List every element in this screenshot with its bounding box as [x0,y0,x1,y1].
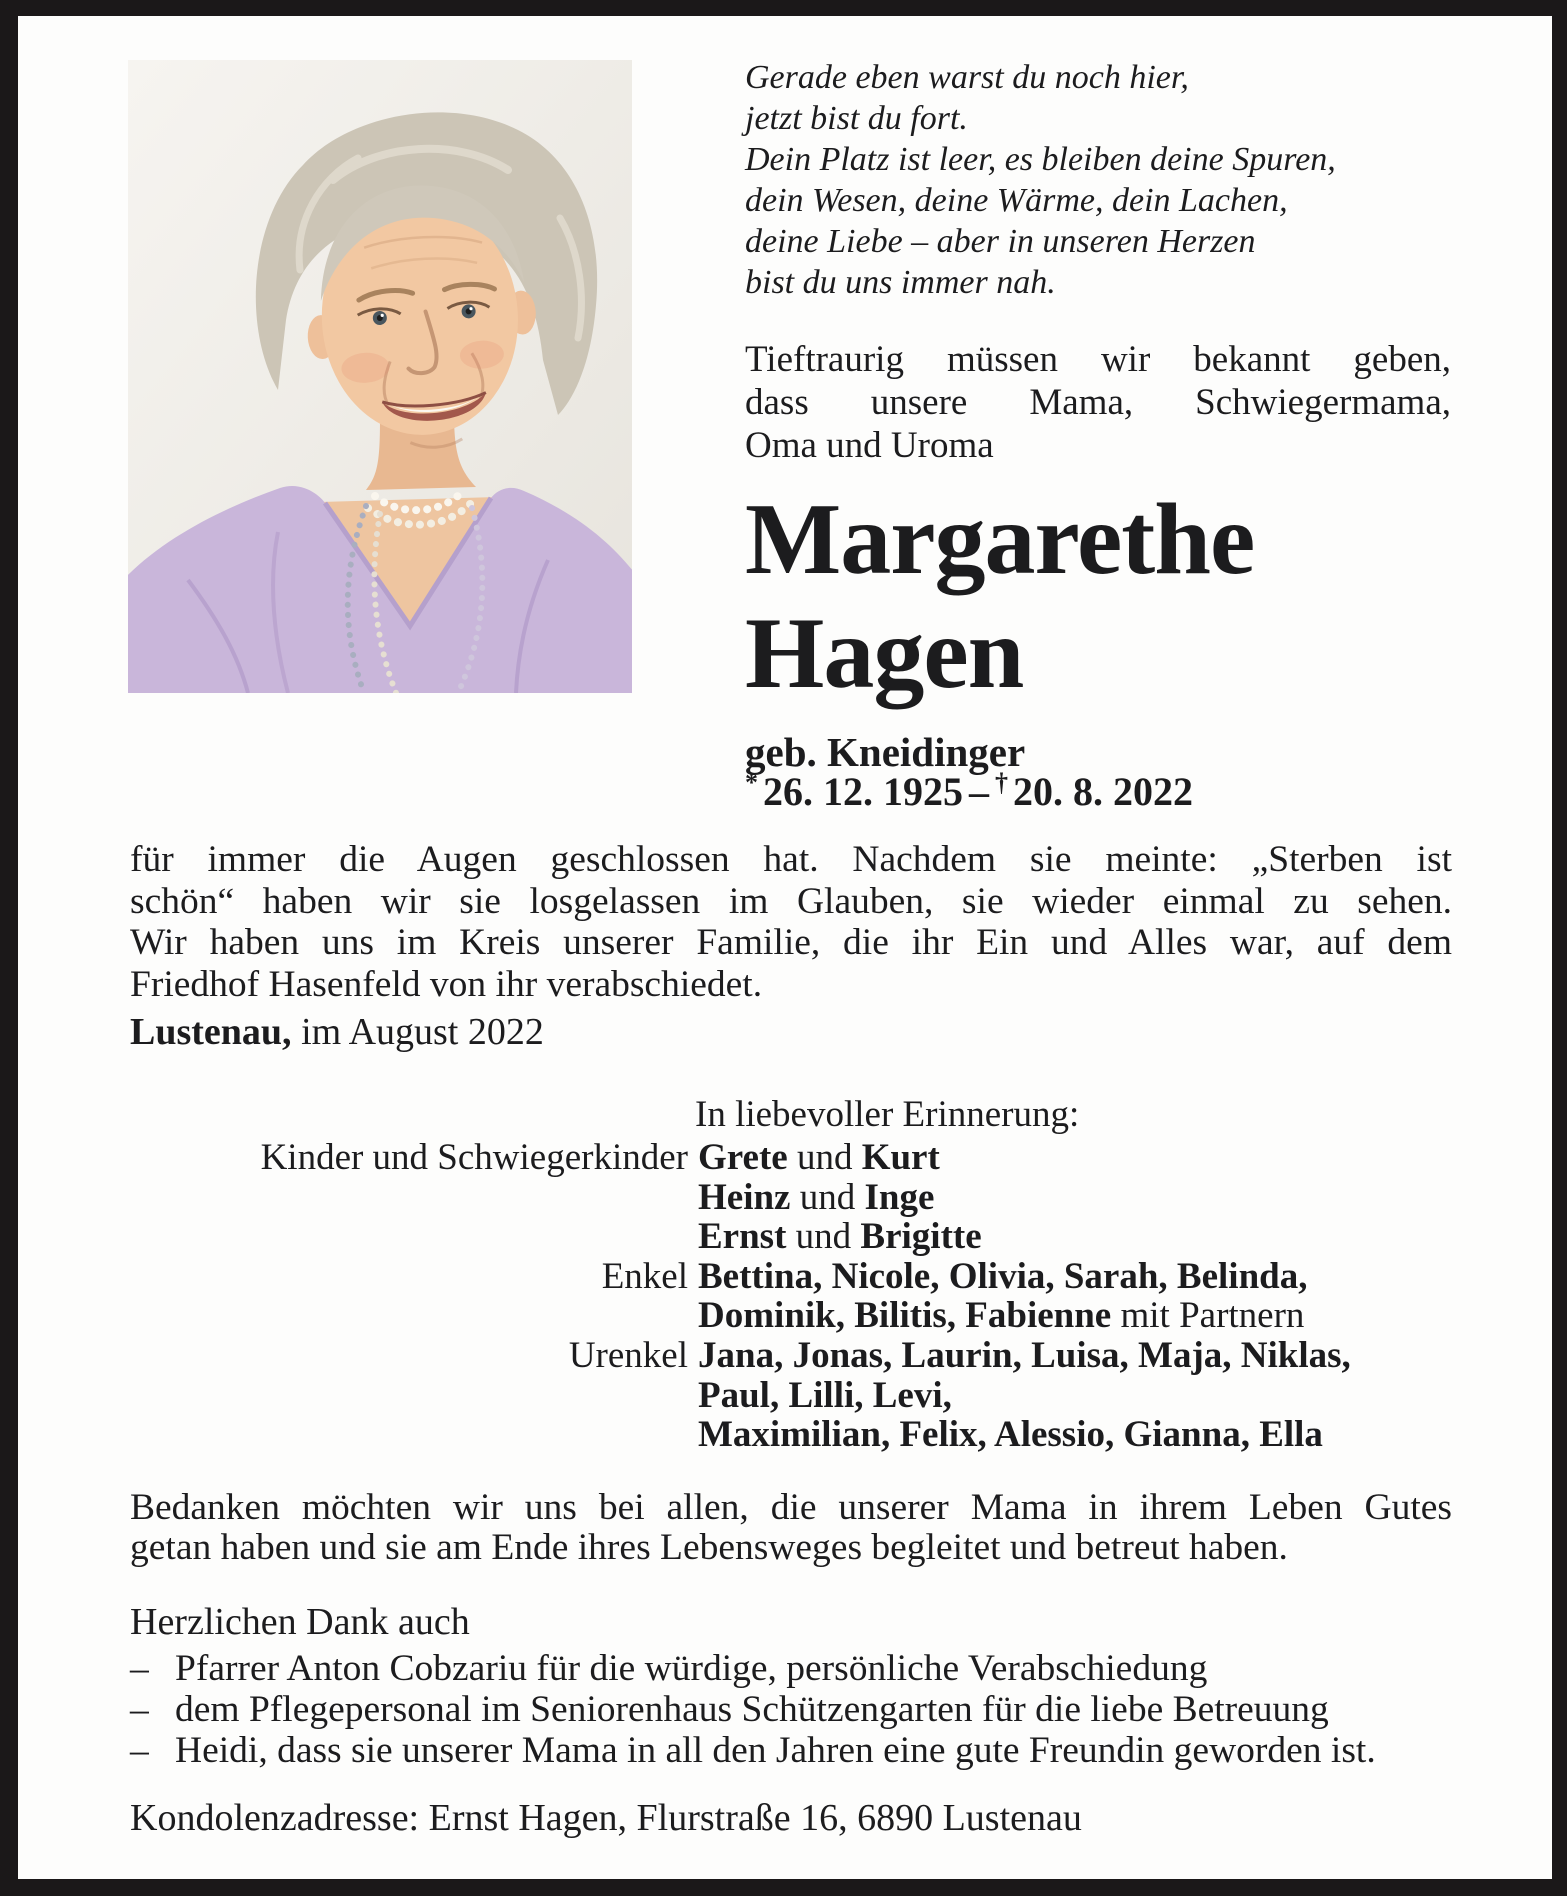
announcement-text [745,338,1451,467]
family-names: Heinz und Inge [698,1176,935,1218]
family-relation-label [130,1178,688,1218]
thanks-heading: Herzlichen Dank auch [130,1601,470,1643]
family-row [130,1336,1500,1376]
place-date-line [130,1010,544,1054]
poem-line: bist du uns immer nah. [745,264,1056,301]
list-dash: – [130,1689,149,1730]
family-row [130,1296,1500,1336]
thanks-list [130,1648,1470,1771]
farewell-line: Wir haben uns im Kreis unserer Familie, die ihr Ein und Alles war, auf dem [130,922,1452,963]
poem-line: deine Liebe – aber in unseren Herzen [745,223,1256,260]
family-relation-label: Kinder und Schwiegerkinder [260,1137,688,1178]
family-names: Dominik, Bilitis, Fabienne mit Partnern [698,1295,1305,1337]
list-dash: – [130,1648,149,1689]
place-name: Lustenau, [130,1011,292,1053]
farewell-paragraph [130,839,1452,1005]
thanks-paragraph [130,1488,1452,1568]
life-dates [745,768,1193,815]
announcement-line: Oma und Uroma [745,425,994,466]
memorial-poem [745,57,1505,303]
family-row [130,1138,1500,1178]
family-relation-label [130,1296,688,1336]
deceased-name [745,483,1525,711]
family-relation-label: Enkel [601,1255,688,1297]
family-row [130,1217,1500,1257]
dates-separator: – [969,769,989,814]
family-relation-label [130,1376,688,1416]
announcement-line: dass unsere Mama, Schwiegermama, [745,382,1451,423]
list-dash: – [130,1730,149,1771]
poem-line: Gerade eben warst du noch hier, [745,59,1189,96]
thanks-list-item: – dem Pflegepersonal im Seniorenhaus Schützengarten für die liebe Betreuung [130,1689,1329,1730]
remembrance-heading: In liebevoller Erinnerung: [695,1094,1080,1135]
thanks-list-item: – Pfarrer Anton Cobzariu für die würdige, persönliche Verabschiedung [130,1648,1208,1689]
family-list [130,1138,1500,1455]
family-row [130,1178,1500,1218]
portrait-photo [128,60,632,693]
poem-line: jetzt bist du fort. [745,100,968,137]
birth-star-symbol: * [745,768,758,797]
family-names: Grete und Kurt [698,1137,940,1178]
family-relation-label [130,1415,688,1455]
thanks-list-item: – Heidi, dass sie unserer Mama in all den Jahren eine gute Freundin geworden ist. [130,1730,1376,1771]
condolence-address: Kondolenzadresse: Ernst Hagen, Flurstraße 16, 6890 Lustenau [130,1797,1082,1839]
family-relation-label [130,1217,688,1257]
family-row [130,1257,1500,1297]
death-date: 20. 8. 2022 [1013,769,1193,814]
deceased-first-name: Margarethe [745,483,1255,596]
family-row [130,1415,1500,1455]
portrait-illustration [128,60,632,693]
farewell-line: für immer die Augen geschlossen hat. Nachdem sie meinte: „Sterben ist [130,839,1452,880]
announcement-line: Tieftraurig müssen wir bekannt geben, [745,339,1451,380]
family-names: Ernst und Brigitte [698,1216,982,1258]
family-names: Maximilian, Felix, Alessio, Gianna, Ella [698,1414,1323,1456]
notice-page [18,16,1552,1879]
thanks-paragraph-line: Bedanken möchten wir uns bei allen, die unserer Mama in ihrem Leben Gutes [130,1487,1452,1528]
death-cross-symbol: † [995,768,1008,797]
farewell-line: Friedhof Hasenfeld von ihr verabschiedet. [130,963,763,1005]
family-row [130,1376,1500,1416]
farewell-line: schön“ haben wir sie losgelassen im Glauben, sie wieder einmal zu sehen. [130,880,1452,922]
maiden-name: geb. Kneidinger [745,729,1026,775]
family-names: Bettina, Nicole, Olivia, Sarah, Belinda, [698,1255,1308,1297]
thanks-paragraph-line: getan haben und sie am Ende ihres Lebensweges begleitet und betreut haben. [130,1527,1288,1568]
place-date: im August 2022 [291,1011,544,1053]
birth-date: 26. 12. 1925 [763,769,963,814]
family-names: Paul, Lilli, Levi, [698,1374,952,1416]
poem-line: dein Wesen, deine Wärme, dein Lachen, [745,182,1288,219]
deceased-last-name: Hagen [745,597,1024,710]
family-relation-label: Urenkel [568,1334,688,1376]
poem-line: Dein Platz ist leer, es bleiben deine Spuren, [745,141,1336,178]
family-names: Jana, Jonas, Laurin, Luisa, Maja, Niklas, [698,1334,1351,1376]
